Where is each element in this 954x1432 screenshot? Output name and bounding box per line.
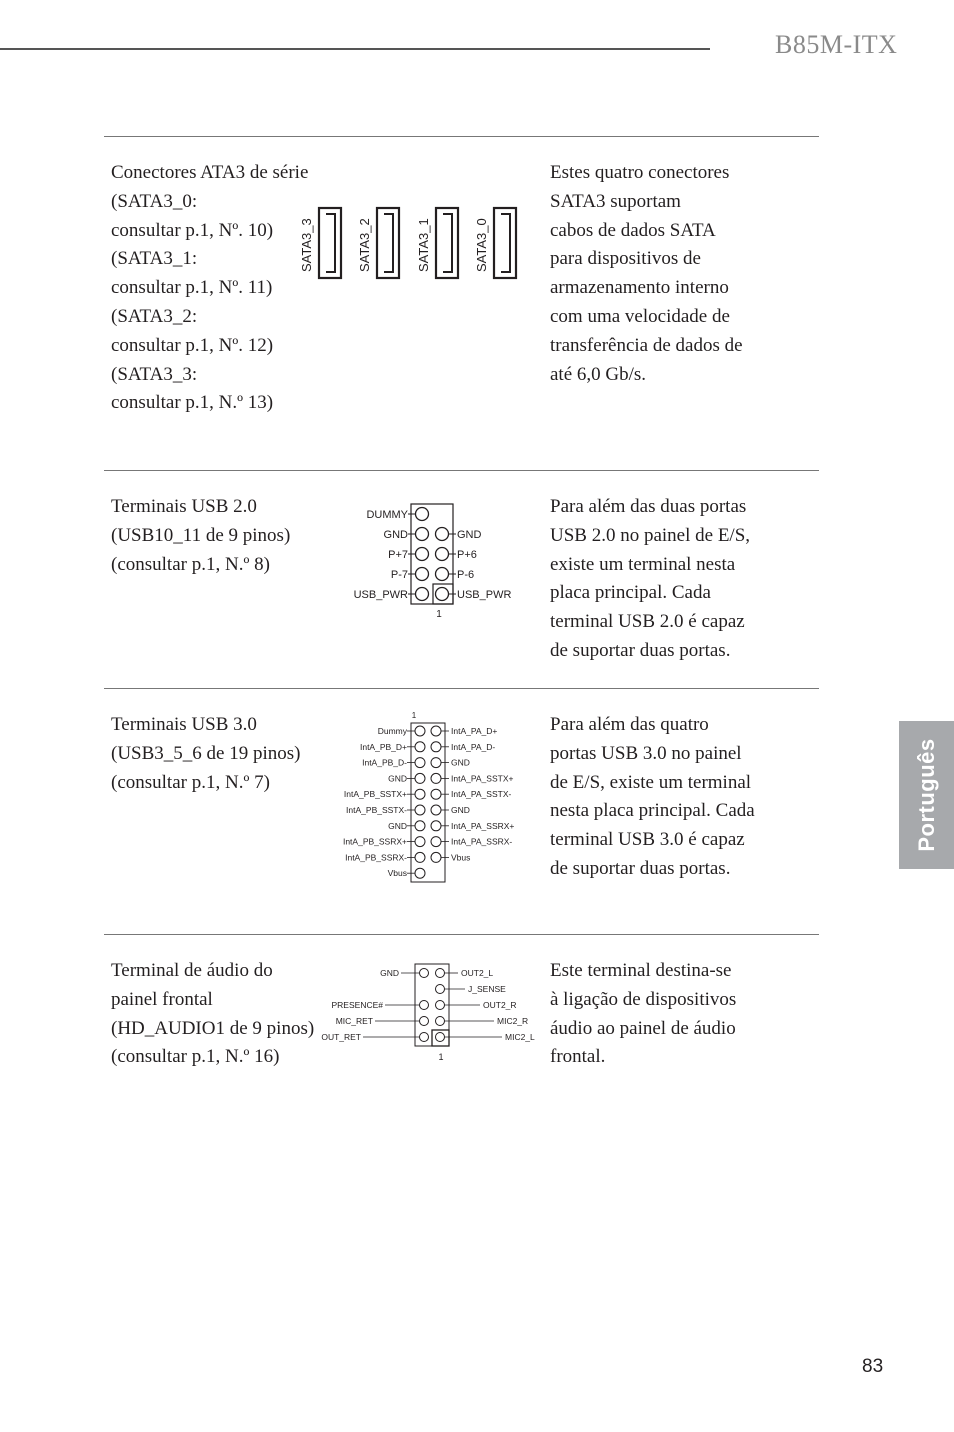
pin [431,837,441,847]
section-divider [104,470,819,471]
audio-pin1-label: 1 [438,1052,444,1062]
pin [415,805,425,815]
audio-right-label: MIC2_L [505,1032,535,1042]
audio-left-label: GND [380,968,399,978]
text-line: painel frontal [111,988,213,1010]
text-line: Conectores ATA3 de série [111,162,309,183]
sata3-1-label: SATA3_1 [416,218,431,272]
text-line: (SATA3_0: [111,190,198,212]
usb3-left-label: IntA_PB_SSTX+ [343,789,407,800]
sata3-2-connector [357,208,399,278]
section-divider [104,136,819,137]
sata3-1-connector [416,208,458,278]
text-line: USB 2.0 no painel de E/S, [550,524,751,546]
usb3-left-label: IntA_PB_D- [362,757,407,768]
usb3-header-diagram [325,708,535,888]
pin [415,789,425,799]
sata-connectors-diagram [290,200,530,290]
text-line: consultar p.1, Nº. 10) [111,219,274,241]
pin [415,852,425,862]
audio-left-label: PRESENCE# [331,1000,383,1010]
usb3-right-label: IntA_PA_D+ [451,726,498,736]
text-line: consultar p.1, Nº. 12) [111,334,274,356]
usb3-left-label: IntA_PB_D+ [359,741,407,752]
sata-description [550,159,743,389]
pin [415,758,425,768]
text-line: (consultar p.1, N.º 16) [111,1046,280,1068]
pin [431,805,441,815]
usb3-left-label: Dummy [377,726,407,736]
usb3-left-label: IntA_PB_SSRX- [345,852,407,863]
usb2-left-label: P+7 [388,549,408,561]
language-tab-label: Português [913,738,939,852]
pin [420,1033,429,1042]
pin [415,726,425,736]
pin [436,528,449,541]
pin [431,758,441,768]
pin [416,548,429,561]
usb3-title-block [111,711,300,797]
pin [420,1017,429,1026]
text-line: nesta placa principal. Cada [550,800,755,822]
usb3-right-label: IntA_PA_SSRX- [451,836,513,847]
text-line: Terminais USB 2.0 [111,496,257,517]
pin [431,773,441,783]
pin [436,969,445,978]
text-line: Para além das quatro [550,714,709,735]
usb2-right-label: GND [457,529,482,541]
usb3-pin1-label: 1 [411,711,417,720]
usb3-right-label: IntA_PA_SSTX+ [451,773,514,784]
text-line: transferência de dados de [550,334,743,356]
text-line: Terminal de áudio do [111,960,273,981]
text-line: (consultar p.1, N.º 7) [111,771,270,793]
pin [420,969,429,978]
text-line: áudio ao painel de áudio [550,1017,736,1039]
usb3-header-outline [411,723,445,882]
pin [416,568,429,581]
pin [416,528,429,541]
text-line: placa principal. Cada [550,582,711,604]
usb3-left-label: Vbus [387,868,407,879]
pin [431,726,441,736]
usb2-header-diagram [340,500,540,625]
sata3-3-label: SATA3_3 [299,218,314,272]
text-line: até 6,0 Gb/s. [550,363,647,385]
text-line: existe um terminal nesta [550,553,736,575]
language-tab [899,721,954,869]
sata3-0-connector [474,208,516,278]
text-line: Este terminal destina-se [550,960,732,981]
pin [436,1033,445,1042]
audio-title-block [111,957,314,1072]
text-line: (SATA3_2: [111,305,198,327]
usb3-left-label: IntA_PB_SSTX- [346,805,407,815]
pin [436,588,449,601]
audio-right-label: OUT2_R [483,1000,517,1010]
pin [415,742,425,752]
text-line: (SATA3_3: [111,363,198,385]
audio-right-label: J_SENSE [468,984,506,994]
text-line: de E/S, existe um terminal [550,771,752,793]
usb3-right-label: GND [451,757,470,768]
text-line: (USB10_11 de 9 pinos) [111,524,291,546]
pin [416,588,429,601]
pin [431,852,441,862]
text-line: frontal. [550,1046,606,1068]
page-number: 83 [862,1356,884,1377]
text-line: Estes quatro conectores [550,162,730,183]
text-line: cabos de dados SATA [550,219,716,241]
text-line: com uma velocidade de [550,305,730,327]
pin [431,821,441,831]
usb2-left-label: GND [383,529,408,541]
text-line: Para além das duas portas [550,496,747,517]
section-divider [104,688,819,689]
usb3-description [550,711,755,884]
text-line: terminal USB 2.0 é capaz [550,611,745,633]
usb3-right-label: IntA_PA_D- [451,741,496,752]
text-line: de suportar duas portas. [550,639,731,661]
pin [436,1017,445,1026]
header-rule [0,48,710,50]
text-line: consultar p.1, N.º 13) [111,392,274,414]
pin [436,985,445,994]
text-line: (consultar p.1, N.º 8) [111,553,270,575]
pin [436,1001,445,1010]
sata3-0-label: SATA3_0 [474,218,489,272]
pin [415,821,425,831]
sata3-2-label: SATA3_2 [357,218,372,272]
usb3-right-label: GND [451,805,470,815]
pin [431,742,441,752]
usb2-left-label: USB_PWR [353,589,408,601]
usb3-left-label: GND [388,773,407,784]
pin [415,773,425,783]
text-line: SATA3 suportam [550,190,681,212]
pin [415,868,425,878]
pin [436,548,449,561]
text-line: para dispositivos de [550,248,701,270]
audio-left-label: MIC_RET [335,1016,373,1026]
text-line: (HD_AUDIO1 de 9 pinos) [111,1017,315,1039]
text-line: à ligação de dispositivos [550,988,737,1010]
usb2-title-block [111,493,290,579]
section-divider [104,934,819,935]
usb3-left-label: GND [388,820,407,831]
text-line: armazenamento interno [550,277,729,299]
audio-left-label: OUT_RET [321,1032,361,1042]
pin [436,568,449,581]
usb3-right-label: IntA_PA_SSTX- [451,789,512,800]
hd-audio-header-diagram [315,960,555,1065]
text-line: (USB3_5_6 de 19 pinos) [111,742,301,764]
sata-title-block [111,159,308,418]
pin [431,789,441,799]
usb3-right-label: Vbus [451,852,471,863]
usb2-left-label: DUMMY [366,509,408,521]
audio-description [550,957,736,1072]
usb3-right-label: IntA_PA_SSRX+ [451,820,515,831]
usb2-right-label: USB_PWR [457,589,512,601]
usb2-right-label: P+6 [457,549,477,561]
model-name: B85M-ITX [775,30,898,59]
usb2-right-label: P-6 [457,569,475,581]
audio-right-label: MIC2_R [497,1016,529,1026]
text-line: portas USB 3.0 no painel [550,742,742,764]
usb2-description [550,493,750,666]
text-line: (SATA3_1: [111,248,198,270]
audio-right-label: OUT2_L [461,968,494,978]
text-line: consultar p.1, Nº. 11) [111,277,273,299]
usb2-pin1-label: 1 [436,609,442,620]
text-line: de suportar duas portas. [550,857,731,879]
pin [416,508,429,521]
sata3-3-connector [299,208,341,278]
pin [420,1001,429,1010]
usb2-left-label: P-7 [390,569,408,581]
text-line: terminal USB 3.0 é capaz [550,829,745,851]
pin [415,837,425,847]
usb3-left-label: IntA_PB_SSRX+ [342,836,407,847]
text-line: Terminais USB 3.0 [111,714,257,735]
